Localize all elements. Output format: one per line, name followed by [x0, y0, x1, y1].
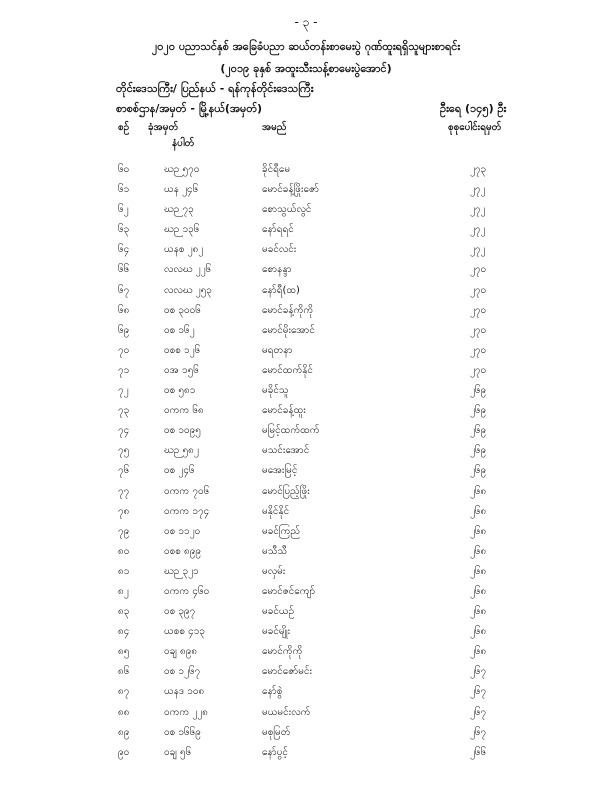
roll-number: ယန ၂၄၆: [164, 184, 199, 196]
row-number: ၆၆: [118, 264, 130, 276]
roll-number: ဝကက ၄၆၀: [164, 585, 210, 597]
document-subtitle: (၂၀၁၉ ခုနှစ် အထူးသီးသန့်စာမေးပွဲအောင်): [220, 62, 392, 75]
table-row: [0, 301, 612, 321]
row-number: ၈၆: [118, 666, 130, 678]
roll-number: ဝစ ၁၀၉၅: [164, 425, 201, 437]
table-row: [0, 421, 612, 441]
row-number: ၇၅: [118, 445, 130, 457]
student-name: မယမင်းလက်: [262, 706, 311, 718]
roll-number: လလဃ ၂၂၆: [164, 264, 212, 276]
total-marks: ၂၆၇: [470, 706, 487, 718]
row-number: ၇၁: [118, 364, 130, 376]
roll-number: ဃဉ ၁၃၆: [164, 224, 200, 236]
total-marks: ၂၇၃: [470, 164, 487, 175]
row-number: ၉၀: [118, 746, 130, 758]
row-number: ၆၃: [118, 224, 130, 236]
student-name: မောင်ခန့်ထူး: [262, 405, 306, 417]
student-name: မသီသီ: [262, 545, 288, 557]
student-name: မောင်ခန့်ကိုကို: [262, 304, 314, 316]
table-row: [0, 260, 612, 280]
table-row: [0, 743, 612, 763]
table-row: [0, 642, 612, 662]
total-marks: ၂၆၈: [470, 646, 487, 658]
results-table: [0, 160, 612, 763]
roll-number: ဃဉ ၃၂၁: [164, 565, 199, 577]
roll-number: ဝစ ၅၈၁: [164, 385, 196, 397]
student-name: မအေးမြင့်: [262, 465, 298, 477]
document-title: ၂၀၂၀ ပညာသင်နှစ် အခြေခံပညာ ဆယ်တန်းစာမေးပွဲ ဂုဏ်ထူးရရှိသူများစာရင်း: [151, 40, 461, 53]
student-name: မခိုင်သူ: [262, 385, 289, 397]
row-number: ၇၆: [118, 465, 130, 477]
row-number: ၆၈: [118, 304, 130, 316]
row-number: ၈၄: [118, 626, 130, 638]
row-number: ၈၃: [118, 606, 130, 618]
row-number: ၈၀: [118, 545, 130, 557]
table-row: [0, 461, 612, 481]
row-number: ၆၇: [118, 284, 130, 296]
student-name: မောင်ပြည့်ဖြိုး: [262, 485, 310, 497]
roll-number: ယနဒ ၁၀၈: [164, 686, 205, 698]
row-number: ၈၂: [118, 585, 129, 597]
roll-number: ဃဉ ၅၈၂: [164, 445, 199, 457]
column-header-roll-sub: နံပါတ်: [172, 138, 195, 149]
row-number: ၆၄: [118, 244, 130, 256]
total-marks: ၂၆၈: [470, 545, 487, 557]
total-count-label: ဦးရေ (၁၄၅) ဦး: [440, 102, 507, 115]
row-number: ၇၉: [118, 525, 130, 537]
page-number: - ၃ -: [294, 15, 318, 29]
total-marks: ၂၇၀: [470, 324, 487, 336]
table-row: [0, 401, 612, 421]
student-name: မနိုင်နိုင်: [262, 505, 290, 517]
total-marks: ၂၆၇: [470, 686, 487, 698]
student-name: မလှမ်း: [262, 565, 286, 577]
row-number: ၇၂: [118, 385, 129, 397]
total-marks: ၂၆၇: [470, 726, 487, 738]
table-row: [0, 180, 612, 200]
roll-number: ဝကက ၆၈: [164, 405, 204, 417]
student-name: မသင်းအောင်: [262, 445, 310, 457]
row-number: ၆၀: [118, 164, 130, 175]
total-marks: ၂၆၉: [470, 405, 487, 417]
roll-number: ဝစ ၂၄၆: [164, 465, 195, 477]
row-number: ၈၈: [118, 706, 130, 718]
student-name: ခိုင်ရီမေ: [262, 164, 291, 175]
row-number: ၆၂: [118, 204, 129, 216]
column-header-roll: ခုံအမှတ်: [148, 122, 179, 133]
table-row: [0, 682, 612, 702]
roll-number: ဃဉ ၅၇၀: [164, 164, 200, 175]
table-row: [0, 622, 612, 642]
row-number: ၇၇: [118, 485, 130, 497]
total-marks: ၂၆၈: [470, 585, 487, 597]
row-number: ၆၉: [118, 324, 130, 336]
roll-number: ဝစ ၁၂၆၇: [164, 666, 201, 678]
student-name: မခင်လင်း: [262, 244, 297, 256]
student-name: မခင်ယဉ်: [262, 606, 295, 618]
total-marks: ၂၆၈: [470, 626, 487, 638]
student-name: မောင်ထက်နိုင်: [262, 364, 313, 376]
total-marks: ၂၆၉: [470, 445, 487, 457]
total-marks: ၂၇၂: [470, 184, 486, 196]
total-marks: ၂၆၉: [470, 465, 487, 477]
roll-number: ဝကက ၂၂၈: [164, 706, 208, 718]
table-row: [0, 441, 612, 461]
roll-number: ဃဉ ၇၃: [164, 204, 194, 216]
table-row: [0, 582, 612, 602]
table-row: [0, 200, 612, 220]
roll-number: ဝအ ၁၅၆: [164, 364, 199, 376]
table-row: [0, 723, 612, 743]
row-number: ၆၁: [118, 184, 130, 196]
student-name: စောနန္ဒာ: [262, 264, 292, 276]
student-name: မခင်ကြည်: [262, 525, 301, 537]
roll-number: ယစစ ၄၁၃: [164, 626, 206, 638]
roll-number: ဝစ ၁၁၂၀: [164, 525, 201, 537]
total-marks: ၂၆၉: [470, 385, 487, 397]
table-row: [0, 662, 612, 682]
table-row: [0, 602, 612, 622]
student-name: မရတနာ: [262, 344, 293, 356]
total-marks: ၂၇၂: [470, 224, 486, 236]
total-marks: ၂၇၀: [470, 284, 487, 296]
table-row: [0, 361, 612, 381]
roll-number: ဝစစ ၁၂၆: [164, 344, 201, 356]
student-name: စောသွယ်လွင်: [262, 204, 312, 216]
student-name: နော်ရီ(ထ): [262, 284, 300, 296]
student-name: နော်ရရင်: [262, 224, 294, 236]
total-marks: ၂၇၀: [470, 304, 487, 316]
total-marks: ၂၆၇: [470, 666, 487, 678]
total-marks: ၂၇၀: [470, 344, 487, 356]
table-row: [0, 321, 612, 341]
column-header-name: အမည်: [262, 122, 287, 133]
total-marks: ၂၆၆: [470, 746, 487, 758]
student-name: နော်ပွင့်: [262, 746, 288, 758]
total-marks: ၂၆၈: [470, 505, 487, 517]
student-name: မမြင့်ထက်ထက်: [262, 425, 320, 437]
total-marks: ၂၆၈: [470, 485, 487, 497]
total-marks: ၂၇၂: [470, 244, 486, 256]
row-number: ၈၁: [118, 565, 130, 577]
row-number: ၈၅: [118, 646, 130, 658]
row-number: ၇၀: [118, 344, 130, 356]
student-name: မောင်ကိုကို: [262, 646, 303, 658]
roll-number: ဝချ ၅၆: [164, 746, 192, 758]
roll-number: ဝကက ၇၀၆: [164, 485, 210, 497]
column-header-marks: စုစုပေါင်းရမှတ်: [448, 122, 502, 133]
row-number: ၈၉: [118, 726, 130, 738]
total-marks: ၂၆၉: [470, 425, 487, 437]
table-row: [0, 381, 612, 401]
student-name: မောင်ဇော်မင်း: [262, 666, 313, 678]
roll-number: ဝစ ၁၆၆၉: [164, 726, 201, 738]
table-row: [0, 502, 612, 522]
roll-number: လလဃ ၂၅၃: [164, 284, 212, 296]
student-name: နော်စွဲ: [262, 686, 283, 698]
table-row: [0, 220, 612, 240]
table-row: [0, 482, 612, 502]
student-name: မောင်ဇင်ကျော်: [262, 585, 316, 597]
exam-center-label: စာစစ်ဌာန/အမှတ် - မြို့နယ်(အမှတ်): [116, 102, 263, 115]
roll-number: ဝစ ၃၉၇: [164, 606, 196, 618]
region-label: တိုင်းဒေသကြီး/ ပြည်နယ် - ရန်ကုန်တိုင်းဒေသကြီး: [116, 82, 314, 95]
row-number: ၇၈: [118, 505, 130, 517]
table-row: [0, 703, 612, 723]
roll-number: ဝစ ၃၀၀၆: [164, 304, 201, 316]
roll-number: ဝကက ၁၇၄: [164, 505, 210, 517]
roll-number: ဝစ ၁၆၂: [164, 324, 195, 336]
table-row: [0, 562, 612, 582]
total-marks: ၂၆၈: [470, 565, 487, 577]
student-name: မခင်မျိုး: [262, 626, 291, 638]
table-row: [0, 160, 612, 180]
row-number: ၇၃: [118, 405, 130, 417]
table-row: [0, 522, 612, 542]
roll-number: ဝစစ ၈၉၉: [164, 545, 202, 557]
student-name: မစုမြတ်: [262, 726, 291, 738]
student-name: မောင်မိုးအောင်: [262, 324, 315, 336]
column-header-no: စဉ်: [118, 122, 130, 133]
total-marks: ၂၇၀: [470, 264, 487, 276]
row-number: ၈၇: [118, 686, 130, 698]
table-row: [0, 240, 612, 260]
total-marks: ၂၆၈: [470, 525, 487, 537]
row-number: ၇၄: [118, 425, 130, 437]
table-row: [0, 341, 612, 361]
total-marks: ၂၆၈: [470, 606, 487, 618]
table-row: [0, 542, 612, 562]
roll-number: ယနစ ၂၈၂: [164, 244, 204, 256]
table-row: [0, 281, 612, 301]
total-marks: ၂၇၂: [470, 204, 486, 216]
roll-number: ဝချ ၈၉၈: [164, 646, 198, 658]
total-marks: ၂၇၀: [470, 364, 487, 376]
student-name: မောင်ခန့်ဖြိုးဇော်: [262, 184, 320, 196]
